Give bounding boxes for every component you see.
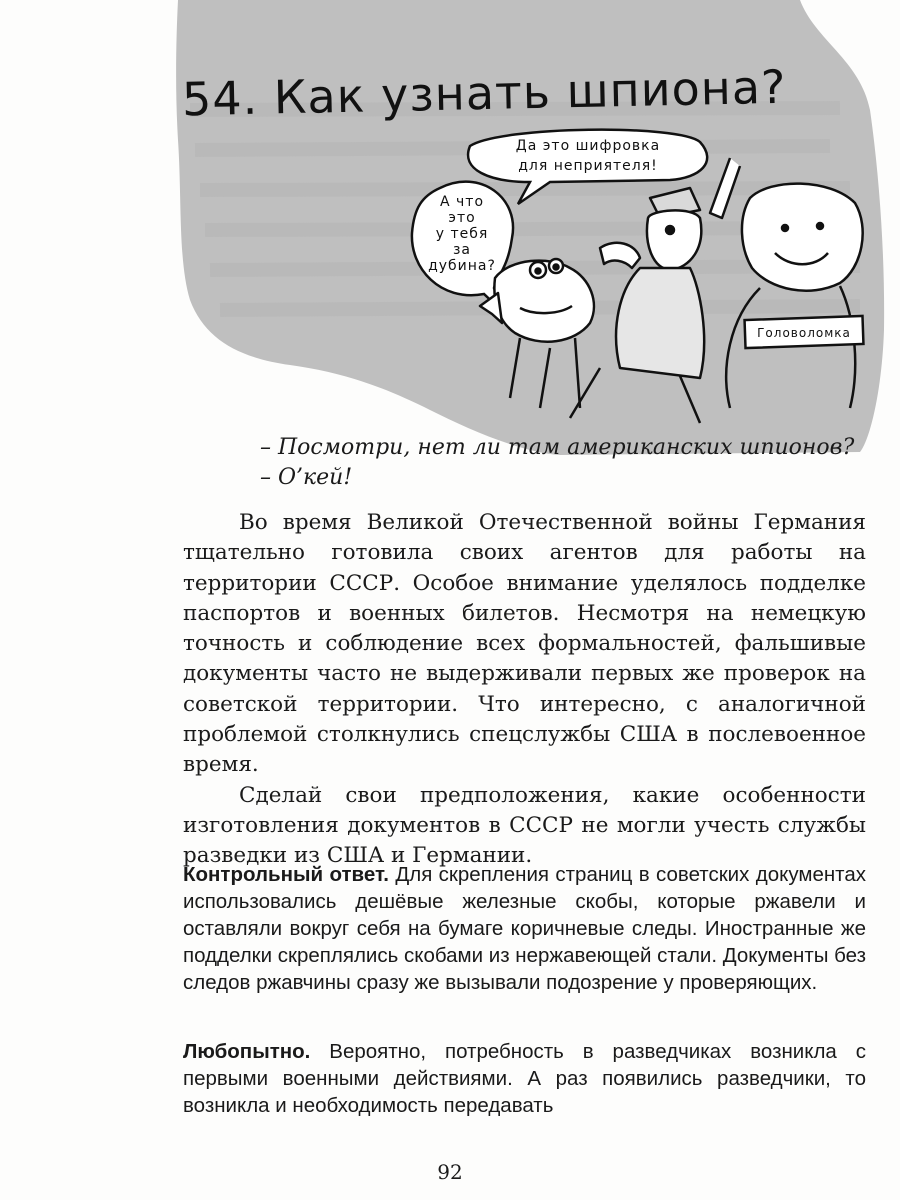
main-text <box>183 508 866 872</box>
control-answer-block <box>183 861 866 996</box>
donkey-drawing <box>480 259 594 408</box>
paragraph-2: Сделай свои предположения, какие особенности изготовления документов в СССР не могли учесть службы разведки из США и Германии. <box>183 782 866 869</box>
bubble-top-line-1: Да это шифровка <box>515 138 661 154</box>
bubble-left-line-3: у тебя <box>435 226 489 242</box>
person-drawing <box>726 184 862 408</box>
bubble-left-line-5: дубина? <box>428 258 496 274</box>
control-answer-label: Контрольный ответ. <box>183 863 389 886</box>
caption-line-1: – Посмотри, нет ли там американских шпионов? <box>260 435 855 460</box>
paragraph-1: Во время Великой Отечественной войны Германия тщательно готовила своих агентов для работы на территории СССР. Особое внимание уделялось подделке паспортов и военных билетов. Несмотря на немецкую точность и соблюдение всех формальностей, фальшивые документы часто не выдерживали первых же проверок на советской территории. Что интересно, с аналогичной проблемой столкнулись спецслужбы США в послевоенное время. <box>183 510 866 778</box>
cartoon-illustration <box>400 118 880 428</box>
chapter-title: 54. Как узнать шпиона? <box>181 59 787 127</box>
caption-line-2: – О’кей! <box>260 465 353 490</box>
page-number: 92 <box>437 1160 463 1184</box>
bubble-left-line-2: это <box>448 210 476 226</box>
bubble-top-line-2: для неприятеля! <box>518 158 658 174</box>
interesting-label: Любопытно. <box>183 1040 311 1063</box>
control-answer-text: Для скрепления страниц в советских документах использовались дешёвые железные скобы, которые ржавели и оставляли вокруг себя на бумаге коричневые следы. Иностранные же подделки скреплялись скобами из нержавеющей стали. Документы без следов ржавчины сразу же вызывали подозрение у проверяющих. <box>183 863 867 994</box>
illustration-caption <box>260 433 880 493</box>
soldier-drawing <box>570 158 740 423</box>
interesting-block <box>183 1038 866 1119</box>
bubble-left-line-1: А что <box>439 194 485 210</box>
interesting-text: Вероятно, потребность в разведчиках возникла с первыми военными действиями. А раз появились разведчики, то возникла и необходимость передавать <box>183 1040 866 1117</box>
puzzle-sign-label: Головоломка <box>757 326 851 340</box>
bubble-left-line-4: за <box>452 242 472 258</box>
